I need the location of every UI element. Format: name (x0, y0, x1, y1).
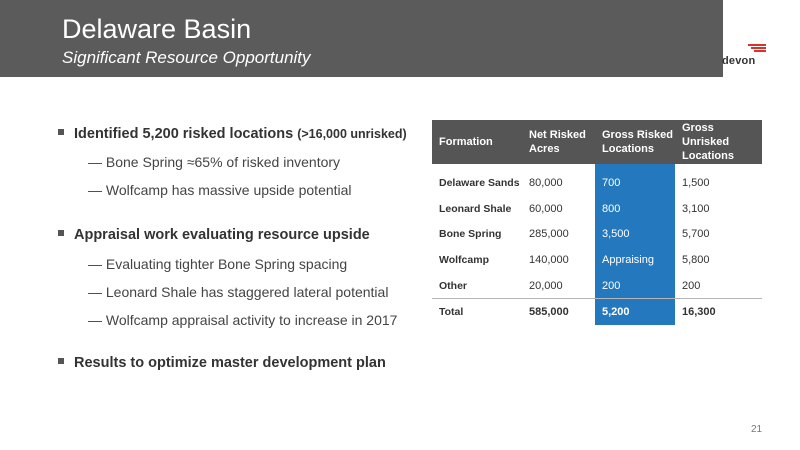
bullet-2 (58, 227, 370, 243)
table-total-row (432, 299, 762, 325)
title-bar (0, 0, 723, 77)
bullet-3 (58, 355, 386, 371)
square-bullet-icon (58, 129, 64, 135)
col-header-gross-risked-locations: Gross Risked Locations (595, 120, 675, 164)
page-subtitle: Significant Resource Opportunity (62, 48, 311, 67)
cell-formation: Delaware Sands (439, 176, 520, 189)
cell-unrisked: 5,800 (682, 253, 710, 266)
sub-bullet: — Wolfcamp appraisal activity to increase in 2017 (88, 312, 398, 328)
cell-unrisked: 16,300 (675, 299, 762, 325)
table-row (432, 273, 762, 299)
cell-unrisked: 200 (682, 279, 701, 292)
logo-stripes-icon (748, 44, 766, 55)
square-bullet-icon (58, 358, 64, 364)
cell-acres: 80,000 (529, 176, 563, 189)
bullet-2-text: Appraisal work evaluating resource upside (74, 227, 370, 243)
col-header-gross-unrisked-locations: Gross Unrisked Locations (675, 120, 762, 164)
cell-unrisked: 3,100 (682, 202, 710, 215)
cell-formation: Leonard Shale (439, 202, 512, 215)
cell-formation: Bone Spring (439, 228, 502, 241)
page-number: 21 (751, 424, 763, 435)
sub-bullet: — Leonard Shale has staggered lateral potential (88, 284, 389, 300)
cell-acres: 585,000 (522, 299, 595, 325)
square-bullet-icon (58, 230, 64, 236)
table-row (432, 221, 762, 247)
col-header-net-risked-acres: Net Risked Acres (522, 120, 595, 164)
table-row (432, 170, 762, 196)
devon-logo (720, 44, 770, 72)
cell-risked: 200 (595, 273, 675, 299)
cell-risked: 700 (595, 170, 675, 196)
logo-text: devon (722, 55, 756, 67)
bullet-3-text: Results to optimize master development plan (74, 355, 386, 371)
cell-unrisked: 5,700 (682, 228, 710, 241)
sub-bullet: — Bone Spring ≈65% of risked inventory (88, 154, 341, 170)
table-row (432, 196, 762, 222)
cell-formation: Other (439, 279, 468, 292)
table-header-row (432, 120, 762, 164)
cell-acres: 285,000 (529, 228, 569, 241)
cell-risked: 3,500 (595, 221, 675, 247)
table-row (432, 247, 762, 273)
page-title: Delaware Basin (62, 14, 252, 44)
cell-acres: 140,000 (529, 253, 569, 266)
col-header-formation: Formation (432, 120, 522, 164)
cell-unrisked: 1,500 (682, 176, 710, 189)
sub-bullet: — Wolfcamp has massive upside potential (88, 182, 352, 198)
sub-bullet: — Evaluating tighter Bone Spring spacing (88, 256, 348, 272)
cell-formation: Wolfcamp (439, 253, 489, 266)
cell-acres: 60,000 (529, 202, 563, 215)
bullet-1-suffix: (>16,000 unrisked) (297, 127, 407, 141)
cell-risked: Appraising (595, 247, 675, 273)
cell-risked: 5,200 (595, 299, 675, 325)
bullet-1 (58, 126, 407, 142)
locations-table (432, 120, 762, 325)
cell-acres: 20,000 (529, 279, 563, 292)
cell-formation: Total (432, 299, 522, 325)
bullet-1-text: Identified 5,200 risked locations (74, 126, 294, 142)
cell-risked: 800 (595, 196, 675, 222)
